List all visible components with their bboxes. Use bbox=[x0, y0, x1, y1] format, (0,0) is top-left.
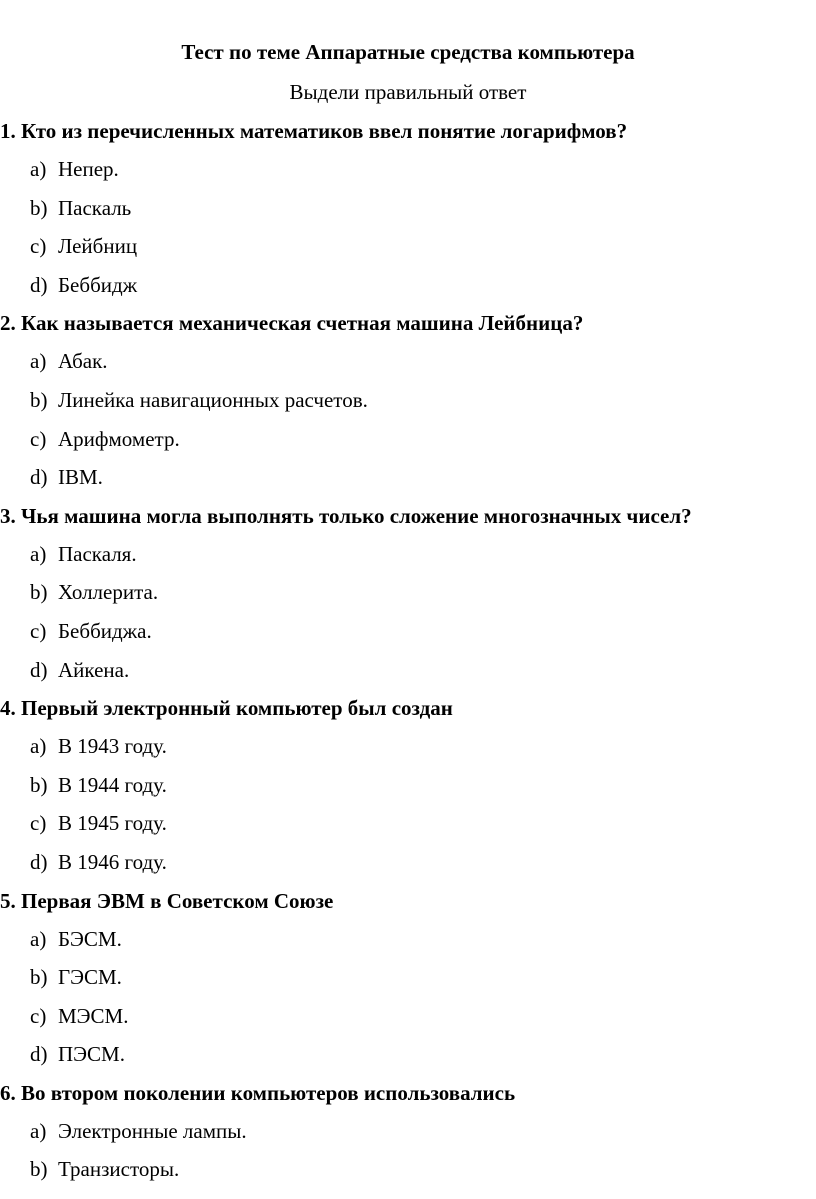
option-letter: b) bbox=[30, 772, 48, 797]
question-text: 4. Первый электронный компьютер был создан bbox=[0, 696, 453, 721]
answer-option bbox=[0, 923, 816, 962]
page-title: Тест по теме Аппаратные средства компьютера bbox=[181, 40, 635, 64]
option-text: В 1944 году. bbox=[58, 772, 167, 797]
option-text: Абак. bbox=[58, 349, 108, 374]
option-text: Лейбниц bbox=[58, 234, 138, 259]
option-text: В 1945 году. bbox=[58, 811, 167, 836]
option-letter: c) bbox=[30, 1003, 47, 1028]
answer-option bbox=[0, 269, 816, 308]
answer-option bbox=[0, 538, 816, 577]
option-letter: a) bbox=[30, 926, 47, 951]
option-letter: d) bbox=[30, 657, 48, 682]
answer-option bbox=[0, 615, 816, 654]
option-text: Электронные лампы. bbox=[58, 1118, 247, 1143]
answer-option bbox=[0, 846, 816, 885]
answer-option bbox=[0, 1038, 816, 1077]
answer-option bbox=[0, 461, 816, 500]
option-letter: a) bbox=[30, 734, 47, 759]
option-letter: b) bbox=[30, 1157, 48, 1182]
option-text: Холлерита. bbox=[58, 580, 159, 605]
option-letter: a) bbox=[30, 349, 47, 374]
option-letter: a) bbox=[30, 541, 47, 566]
page-subtitle: Выдели правильный ответ bbox=[289, 80, 527, 104]
answer-option bbox=[0, 1153, 816, 1192]
answer-option bbox=[0, 423, 816, 462]
option-text: Паскаль bbox=[58, 195, 132, 220]
question-2 bbox=[0, 307, 816, 499]
question-6 bbox=[0, 1077, 816, 1192]
question-text: 3. Чья машина могла выполнять только сложение многозначных чисел? bbox=[0, 503, 692, 528]
question-3 bbox=[0, 500, 816, 692]
question-text: 6. Во втором поколении компьютеров использовались bbox=[0, 1080, 516, 1105]
answer-option bbox=[0, 153, 816, 192]
option-letter: d) bbox=[30, 849, 48, 874]
option-text: IBM. bbox=[58, 465, 103, 490]
answer-option bbox=[0, 576, 816, 615]
option-text: Непер. bbox=[58, 157, 119, 181]
option-letter: b) bbox=[30, 387, 48, 412]
question-text: 2. Как называется механическая счетная машина Лейбница? bbox=[0, 311, 584, 336]
answer-option bbox=[0, 961, 816, 1000]
option-letter: a) bbox=[30, 1118, 47, 1143]
option-text: БЭСМ. bbox=[58, 926, 122, 951]
option-text: Линейка навигационных расчетов. bbox=[58, 387, 368, 412]
option-text: Айкена. bbox=[58, 657, 130, 682]
option-letter: d) bbox=[30, 465, 48, 490]
answer-option bbox=[0, 654, 816, 693]
answer-option bbox=[0, 1000, 816, 1039]
option-letter: d) bbox=[30, 1042, 48, 1067]
question-text: 1. Кто из перечисленных математиков ввел понятие логарифмов? bbox=[0, 119, 628, 143]
question-4 bbox=[0, 692, 816, 884]
option-text: Беббиджа. bbox=[58, 618, 152, 643]
question-1 bbox=[0, 115, 816, 307]
option-letter: a) bbox=[30, 157, 47, 181]
option-text: МЭСМ. bbox=[58, 1003, 129, 1028]
answer-option bbox=[0, 345, 816, 384]
option-letter: b) bbox=[30, 195, 48, 220]
option-text: В 1946 году. bbox=[58, 849, 167, 874]
option-letter: b) bbox=[30, 965, 48, 990]
answer-option bbox=[0, 230, 816, 269]
question-list bbox=[0, 115, 816, 1192]
option-text: Транзисторы. bbox=[58, 1157, 180, 1182]
option-text: ГЭСМ. bbox=[58, 965, 122, 990]
option-text: ПЭСМ. bbox=[58, 1042, 125, 1067]
answer-option bbox=[0, 192, 816, 231]
answer-option bbox=[0, 730, 816, 769]
option-letter: c) bbox=[30, 618, 47, 643]
option-text: Беббидж bbox=[58, 272, 138, 297]
answer-option bbox=[0, 1115, 816, 1154]
answer-option bbox=[0, 807, 816, 846]
answer-option bbox=[0, 769, 816, 808]
option-letter: c) bbox=[30, 234, 47, 259]
option-letter: b) bbox=[30, 580, 48, 605]
option-letter: c) bbox=[30, 426, 47, 451]
question-text: 5. Первая ЭВМ в Советском Союзе bbox=[0, 888, 334, 913]
option-text: В 1943 году. bbox=[58, 734, 167, 759]
question-5 bbox=[0, 885, 816, 1077]
answer-option bbox=[0, 384, 816, 423]
option-letter: c) bbox=[30, 811, 47, 836]
option-letter: d) bbox=[30, 272, 48, 297]
option-text: Арифмометр. bbox=[58, 426, 180, 451]
option-text: Паскаля. bbox=[58, 541, 137, 566]
